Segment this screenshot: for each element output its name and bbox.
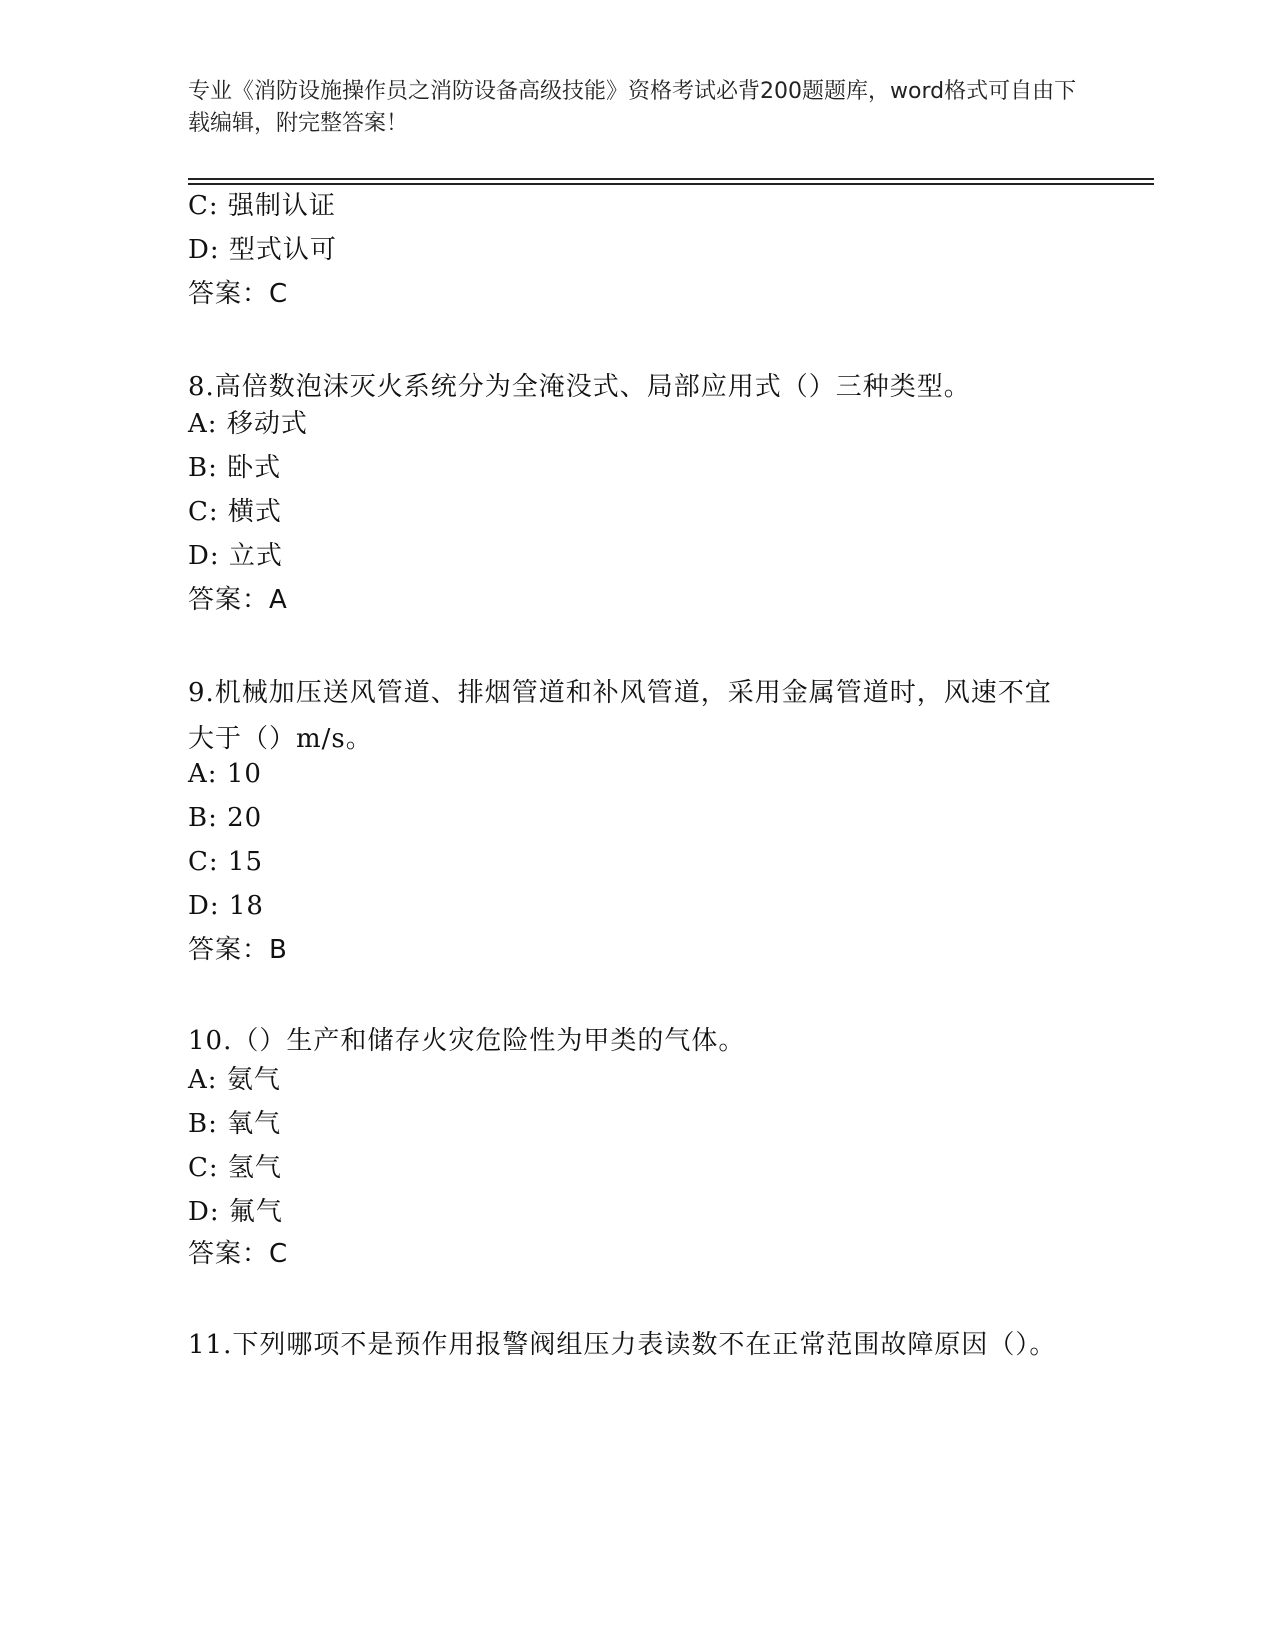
header-divider-bottom [188, 183, 1154, 185]
option-c [188, 496, 282, 528]
option-d [188, 890, 264, 922]
header-divider-top [188, 178, 1154, 180]
option-label: A: [188, 759, 218, 789]
option-text: 10 [226, 759, 262, 789]
option-label: D: [188, 891, 220, 921]
option-text: 氧气 [227, 1109, 282, 1139]
option-c [188, 846, 263, 878]
option-a [188, 408, 308, 440]
question-stem: 10.（）生产和储存火灾危险性为甲类的气体。 [188, 1026, 746, 1056]
question-stem: 11.下列哪项不是预作用报警阀组压力表读数不在正常范围故障原因（）。 [188, 1330, 1057, 1360]
option-c [188, 1152, 282, 1184]
option-text: 20 [227, 803, 263, 833]
option-text: 氟气 [228, 1197, 283, 1227]
option-label: B: [188, 1109, 218, 1139]
option-text: 氨气 [226, 1065, 281, 1095]
option-text: 立式 [228, 541, 283, 571]
answer: 答案：C [188, 1239, 289, 1269]
option-text: 卧式 [227, 453, 282, 483]
option-c [188, 190, 336, 222]
option-text: 横式 [227, 497, 282, 527]
document-header: 专业《消防设施操作员之消防设备高级技能》资格考试必背200题题库，word格式可自由下载编辑，附完整答案！ [188, 79, 1077, 136]
answer: 答案：B [188, 935, 288, 965]
answer: 答案：A [188, 585, 288, 615]
option-label: D: [188, 541, 220, 571]
option-d [188, 1196, 283, 1228]
option-text: 15 [227, 847, 264, 877]
option-d [188, 234, 337, 266]
answer: 答案：C [188, 279, 289, 309]
option-d [188, 540, 283, 572]
option-label: D: [188, 235, 220, 265]
option-label: D: [188, 1197, 220, 1227]
option-label: C: [188, 1153, 219, 1183]
option-b [188, 802, 262, 834]
option-b [188, 452, 281, 484]
option-text: 氢气 [227, 1153, 282, 1183]
option-text: 强制认证 [227, 191, 336, 221]
option-a [188, 758, 262, 790]
question-stem: 8.高倍数泡沫灭火系统分为全淹没式、局部应用式（）三种类型。 [188, 372, 971, 402]
option-label: B: [188, 803, 218, 833]
option-text: 移动式 [226, 409, 308, 439]
option-label: A: [188, 409, 218, 439]
option-label: A: [188, 1065, 218, 1095]
option-label: C: [188, 497, 219, 527]
option-a [188, 1064, 281, 1096]
option-label: C: [188, 191, 219, 221]
question-stem: 9.机械加压送风管道、排烟管道和补风管道，采用金属管道时，风速不宜大于（）m/s。 [188, 678, 1052, 754]
option-text: 18 [228, 891, 264, 921]
option-text: 型式认可 [228, 235, 337, 265]
option-b [188, 1108, 281, 1140]
option-label: B: [188, 453, 218, 483]
option-label: C: [188, 847, 219, 877]
